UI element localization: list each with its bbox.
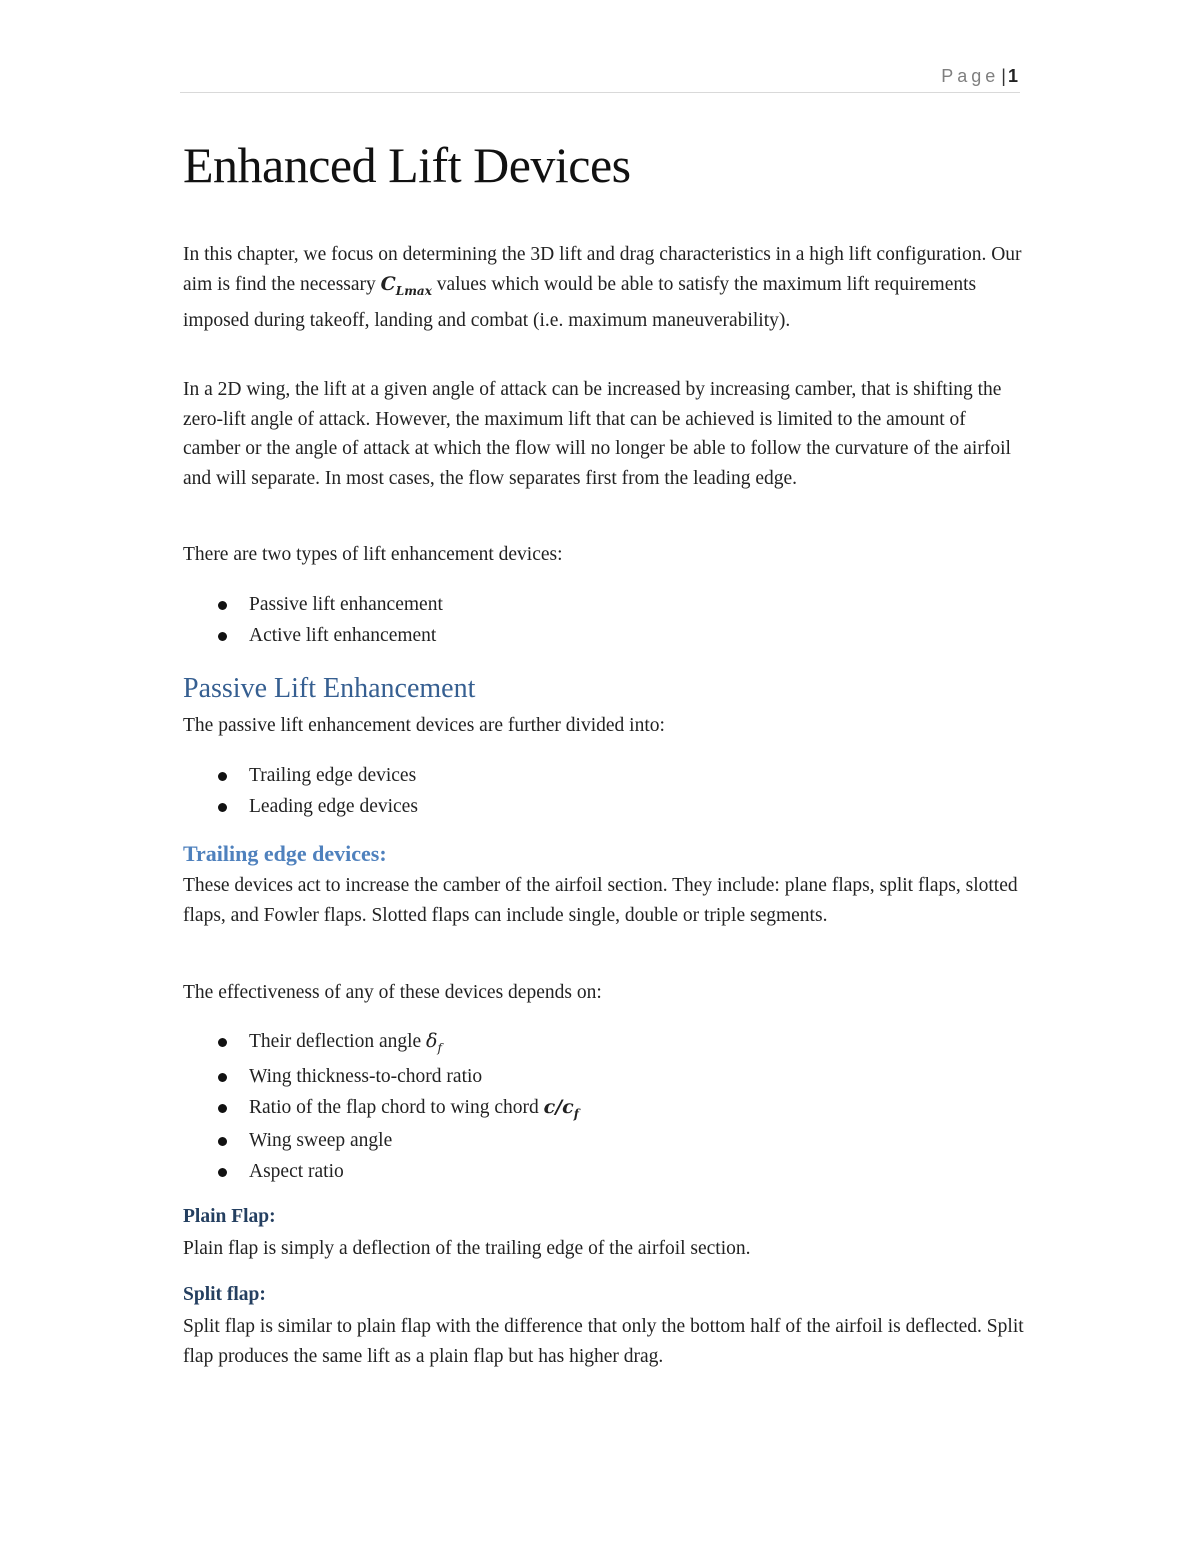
list-item [183, 1027, 579, 1062]
page-number: 1 [1007, 66, 1018, 86]
delta-f-symbol [426, 1030, 442, 1055]
lift-types-list [183, 590, 443, 652]
list-item: Active lift enhancement [183, 621, 443, 652]
ratio-subscript: f [573, 1106, 579, 1121]
clmax-subscript: Lmax [395, 283, 432, 298]
plain-flap-text: Plain flap is simply a deflection of the trailing edge of the airfoil section. [183, 1238, 751, 1259]
section-heading-passive: Passive Lift Enhancement [183, 673, 476, 704]
list-item: Trailing edge devices [183, 761, 418, 792]
intro-text-part-2: values which would be able to satisfy the maximum lift requirements imposed during takeoff, landing and combat (i.e. maximum maneuverability). [183, 273, 977, 331]
split-flap-heading: Split flap: [183, 1284, 266, 1305]
passive-devices-list [183, 761, 418, 823]
page-word: Page [941, 66, 1000, 86]
intro-paragraph-2: In a 2D wing, the lift at a given angle of attack can be increased by increasing camber, that is shifting the zero-lift angle of attack. However, the maximum lift that can be achieved is limited to the amount of camber or the angle of attack at which the flow will no longer be able to follow the curvature of the airfoil and will separate. In most cases, the flow separates first from the leading edge. [183, 379, 1011, 489]
subsection-heading-trailing: Trailing edge devices: [183, 841, 387, 866]
plain-flap-heading: Plain Flap: [183, 1206, 276, 1227]
ratio-numerator: c [543, 1096, 556, 1118]
list-item [183, 1093, 579, 1126]
page-number-label [941, 66, 1018, 87]
list-item: Wing sweep angle [183, 1126, 579, 1157]
delta-base: δ [426, 1030, 438, 1052]
trailing-paragraph-1: These devices act to increase the camber of the airfoil section. They include: plane flaps, split flaps, slotted flaps, and Fowler flaps. Slotted flaps can include single, double or triple segments. [183, 875, 1018, 926]
intro-paragraph-3: There are two types of lift enhancement devices: [183, 544, 563, 565]
page-separator: | [1001, 66, 1006, 86]
list-item: Passive lift enhancement [183, 590, 443, 621]
intro-text-part-1: In this chapter, we focus on determining the 3D lift and drag characteristics in a high lift configuration. Our aim is find the necessary [183, 244, 1022, 295]
trailing-paragraph-2: The effectiveness of any of these devices depends on: [183, 982, 602, 1003]
intro-paragraph-1 [183, 240, 1025, 335]
chord-ratio-symbol [543, 1096, 579, 1121]
delta-subscript: f [437, 1040, 442, 1055]
page-header [180, 64, 1020, 93]
split-flap-text: Split flap is similar to plain flap with the difference that only the bottom half of the airfoil is deflected. Split flap produces the same lift as a plain flap but has higher drag. [183, 1316, 1024, 1367]
ratio-slash: / [555, 1096, 563, 1118]
document-title: Enhanced Lift Devices [183, 137, 631, 193]
factor-text: Ratio of the flap chord to wing chord [249, 1097, 544, 1118]
list-item: Leading edge devices [183, 792, 418, 823]
passive-intro: The passive lift enhancement devices are further divided into: [183, 715, 665, 736]
ratio-denominator: c [562, 1096, 574, 1118]
effectiveness-factors-list [183, 1027, 579, 1188]
list-item: Wing thickness-to-chord ratio [183, 1062, 579, 1093]
clmax-symbol [380, 272, 432, 298]
list-item: Aspect ratio [183, 1157, 579, 1188]
clmax-base: C [380, 272, 396, 295]
factor-text: Their deflection angle [249, 1031, 427, 1052]
